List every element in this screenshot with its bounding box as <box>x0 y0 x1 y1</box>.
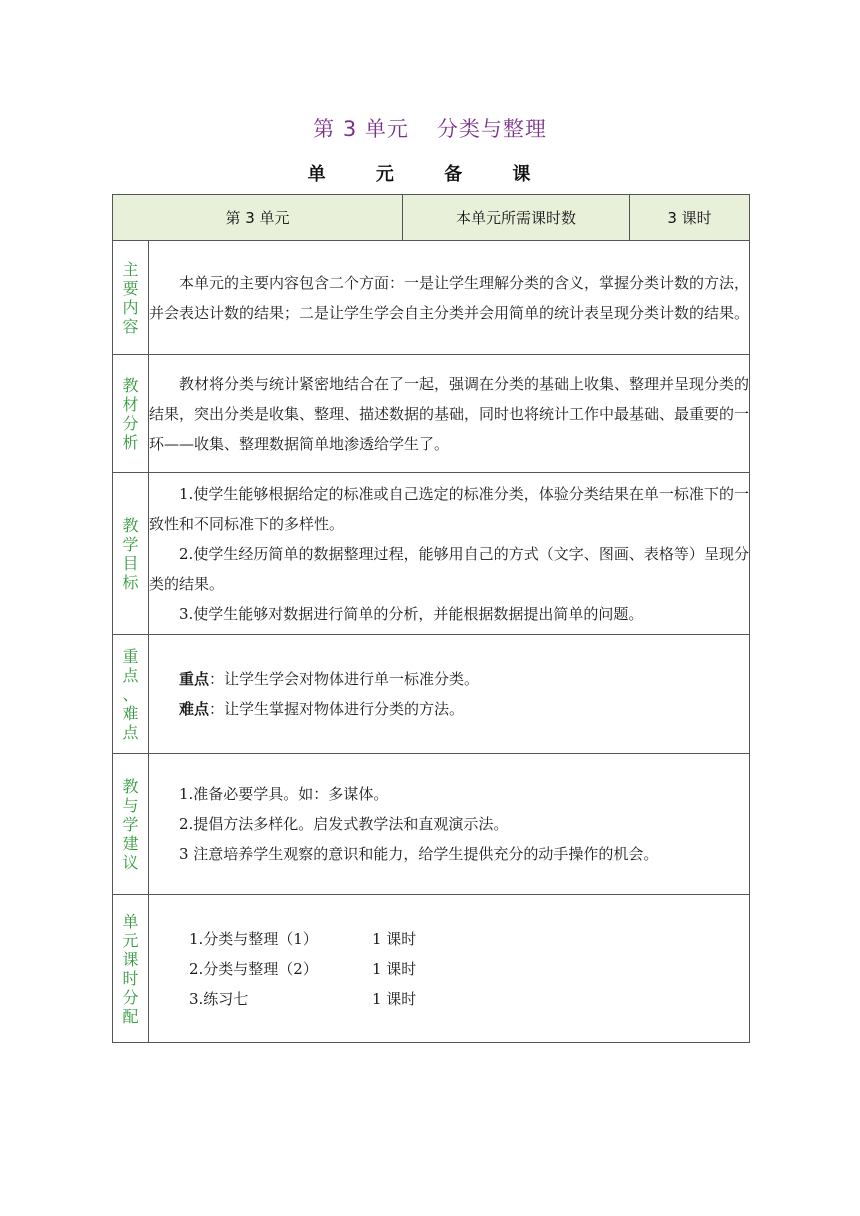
row-material-analysis <box>113 355 750 473</box>
unit-plan-table <box>112 194 750 1043</box>
schedule-item: 3.练习七 1 课时 <box>189 989 417 1008</box>
suggestion-item: 3 注意培养学生观察的意识和能力，给学生提供充分的动手操作的机会。 <box>179 845 659 863</box>
key-point-text: ：让学生学会对物体进行单一标准分类。 <box>209 670 480 688</box>
content-main-content <box>149 241 750 355</box>
main-content-text: 本单元的主要内容包含二个方面：一是让学生理解分类的含义，掌握分类计数的方法，并会表达计数的结果；二是让学生学会自主分类并会用简单的统计表呈现分类计数的结果。 <box>149 273 750 322</box>
key-point-line <box>149 664 749 694</box>
difficult-point-text: ：让学生掌握对物体进行分类的方法。 <box>209 700 465 718</box>
objective-item: 2.使学生经历简单的数据整理过程，能够用自己的方式（文字、图画、表格等）呈现分类的结果。 <box>149 544 749 593</box>
suggestion-item: 2.提倡方法多样化。启发式教学法和直观演示法。 <box>179 815 509 833</box>
key-point-label: 重点 <box>179 670 210 688</box>
suggestion-item: 1.准备必要学具。如：多谋体。 <box>179 785 389 803</box>
row-schedule <box>113 895 750 1043</box>
header-hours: 3 课时 <box>630 195 750 241</box>
label-key-points: 重 点 、 难 点 <box>113 635 149 754</box>
label-objectives: 教 学 目 标 <box>113 473 149 635</box>
row-main-content <box>113 241 750 355</box>
page-subtitle: 单 元 备 课 <box>307 164 553 185</box>
objective-item: 1.使学生能够根据给定的标准或自己选定的标准分类，体验分类结果在单一标准下的一致性和不同标准下的多样性。 <box>149 484 749 533</box>
title-unit: 第 3 单元 <box>313 117 409 141</box>
row-key-points <box>113 635 750 754</box>
header-row <box>113 195 750 241</box>
header-unit: 第 3 单元 <box>113 195 403 241</box>
row-suggestions <box>113 754 750 895</box>
content-material-analysis <box>149 355 750 473</box>
material-analysis-text: 教材将分类与统计紧密地结合在了一起，强调在分类的基础上收集、整理并呈现分类的结果，突出分类是收集、整理、描述数据的基础，同时也将统计工作中最基础、最重要的一环——收集、整理数据简单地渗透给学生了。 <box>149 374 750 453</box>
schedule-item: 1.分类与整理（1） 1 课时 <box>189 929 417 948</box>
label-schedule: 单 元 课 时 分 配 <box>113 895 149 1043</box>
schedule-item: 2.分类与整理（2） 1 课时 <box>189 959 417 978</box>
row-objectives <box>113 473 750 635</box>
difficult-point-line <box>149 694 749 724</box>
objective-item: 3.使学生能够对数据进行简单的分析，并能根据数据提出简单的问题。 <box>179 604 644 623</box>
difficult-point-label: 难点 <box>179 700 210 718</box>
content-schedule <box>149 895 750 1043</box>
page-title <box>0 113 860 143</box>
label-suggestions: 教 与 学 建 议 <box>113 754 149 895</box>
content-suggestions <box>149 754 750 895</box>
content-key-points <box>149 635 750 754</box>
title-topic: 分类与整理 <box>436 117 547 141</box>
label-material-analysis: 教 材 分 析 <box>113 355 149 473</box>
label-main-content: 主 要 内 容 <box>113 241 149 355</box>
header-hours-label: 本单元所需课时数 <box>403 195 630 241</box>
content-objectives <box>149 473 750 635</box>
